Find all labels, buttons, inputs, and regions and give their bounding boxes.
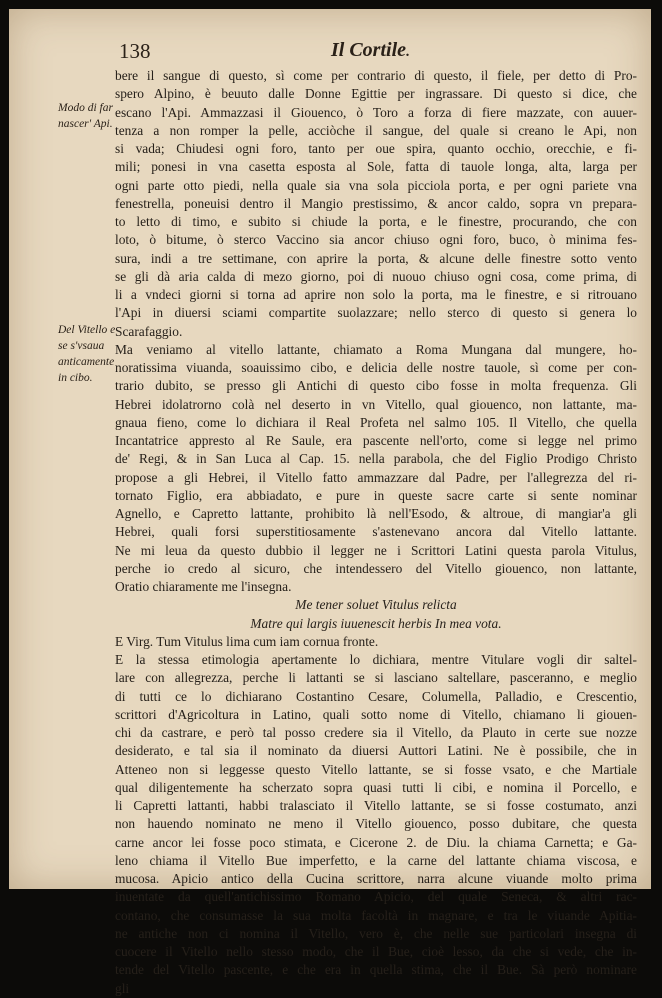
text-line: escano l'Api. Ammazzasi il Giouenco, ò Toro a forza di fiere mazzate, con auuer- bbox=[115, 104, 637, 120]
text-line: bere il sangue di questo, sì come per contrario di questo, il fiele, per detto di Pro- bbox=[115, 68, 637, 83]
text-line: cuocere il Vitello nello stesso modo, che il Bue, cioè lesso, da che si vede, che in- bbox=[115, 944, 637, 959]
margin-note: Modo di far nascer' Api. bbox=[58, 102, 113, 130]
text-line: propose a gli Hebrei, il Vitello fatto ammazzare dal Padre, per l'allegrezza del ri- bbox=[115, 469, 637, 485]
text-line: scrittori d'Agricoltura in Latino, quali sotto nome di Vitello, chiamano li giouen- bbox=[115, 706, 637, 722]
text-line: carne ancor lei fosse poco stimata, e Cicerone 2. de Diu. la chiama Carnetta; e Ga- bbox=[115, 834, 637, 850]
text-line: de' Regi, & in San Luca al Cap. 15. nella parabola, che del Figlio Prodigo Christo bbox=[115, 451, 637, 467]
text-line: mucosa. Apicio antico della Cucina scrittore, narra alcune viuande molto prima bbox=[115, 871, 637, 886]
text-line: gnaua fieno, come lo dichiara il Real Profeta nel salmo 105. Il Vitello, che quella bbox=[115, 414, 637, 430]
page-header bbox=[119, 39, 619, 65]
text-line: di tutti ce lo dichiarano Costantino Cesare, Columella, Palladio, e Crescentio, bbox=[115, 688, 637, 704]
text-line: to letto di timo, e subito si chiude la porta, e le finestre, procurando, che con bbox=[115, 214, 637, 229]
text-line: trario dubito, se presso gli Antichi di questo cibo fosse in molta frequenza. Gli bbox=[115, 378, 637, 394]
text-line: l'Api in diuersi sciami compartite suolazzare; nello sterco di questo si genera lo bbox=[115, 305, 637, 321]
text-line: sura, indi a tre settimane, con aprire la porta, & alcune delle finestre sotto vento bbox=[115, 250, 637, 266]
text-line: fenestrella, poneuisi dentro il Mangio prestissimo, & ancor caldo, sopra vn prepara- bbox=[115, 195, 637, 211]
text-line: non hauendo nominato ne meno il Vitello giouenco, posso dubitare, che questa bbox=[115, 816, 637, 832]
text-line: leno chiama il Vitello Bue imperfetto, e la carne del lattante chiama viscosa, e bbox=[115, 852, 637, 868]
text-line: li a vndeci giorni si torna ad aprire non solo la porta, ma le finestre, e si ritrouano bbox=[115, 287, 637, 302]
text-line: inuentate da quell'antichissimo Romano Apicio, del quale Seneca, & altri rac- bbox=[115, 889, 637, 905]
text-line: ne antiche non ci nomina il Vitello, vero è, che nelle sue particolari insegna di bbox=[115, 925, 637, 941]
text-line: li Capretti lattanti, habbi tralasciato il Vitello lattante, se si fosse costumato, anzi bbox=[115, 798, 637, 813]
text-line: Ne mi leua da questo dubbio il legger ne i Scrittori Latini questa parola Vitulus, bbox=[115, 542, 637, 558]
running-title: Il Cortile bbox=[331, 39, 407, 61]
text-line: noratissima viuanda, soauissimo cibo, e delicia delle nostre tauole, sì come per con- bbox=[115, 360, 637, 375]
text-line: si vada; Chiudesi ogni foro, tanto per oue spira, quanto occhio, orecchie, e fi- bbox=[115, 141, 637, 156]
text-line: mili; ponesi in vna casetta esposta al Sole, fatta di tauole longa, alta, larga per bbox=[115, 159, 637, 175]
text-line: Hebrei idolatrorno colà nel deserto in vn Vitello, qual giouenco, non lattante, ma- bbox=[115, 396, 637, 412]
text-line: loto, ò bitume, ò sterco Vaccino sia ancor chiuso ogni foro, buco, ò minima fes- bbox=[115, 232, 637, 248]
page-number: 138 bbox=[119, 39, 151, 63]
text-line: Me tener soluet Vitulus relicta bbox=[295, 597, 457, 613]
text-line: se gli dà aria calda di mezo giorno, poi di nuouo chiuso ogni cosa, come prima, di bbox=[115, 268, 637, 284]
text-line: Scarafaggio. bbox=[115, 323, 183, 339]
text-line: tenza a non romper la pelle, acciòche il sangue, del quale si creano le Api, non bbox=[115, 122, 637, 138]
margin-note: Del Vitello e se s'vsaua anticamente in cibo. bbox=[58, 324, 116, 384]
text-line: E Virg. Tum Vitulus lima cum iam cornua fronte. bbox=[115, 633, 379, 649]
text-line: contano, che consumasse la sua molta facoltà in magnare, e tra le viuande Apitia- bbox=[115, 907, 637, 923]
text-line: Matre qui largis iuuenescit herbis In mea vota. bbox=[250, 615, 502, 631]
text-line: lare con allegrezza, perche li lattanti se si lasciano saltellare, pasceranno, e meglio bbox=[115, 670, 637, 686]
text-line: desiderato, e tal sia il nominato da diuersi Auttori Latini. Ne è possibile, che in bbox=[115, 743, 637, 759]
text-line: Hebrei, quali forsi superstitiosamente s'astenevano ancora dal Vitello lattante. bbox=[115, 524, 637, 540]
body-text bbox=[115, 67, 637, 998]
text-line: Oratio chiaramente me l'insegna. bbox=[115, 579, 292, 594]
text-line: Incantatrice appresto al Re Saule, era pascente nell'orto, come si legge nel primo bbox=[115, 433, 637, 448]
header-mark: . bbox=[405, 39, 410, 61]
text-line: spero Alpino, è beuuto dalle Donne Egittie per ingrassare. Di questo si dice, che bbox=[115, 86, 637, 102]
text-line: Agnello, e Capretto lattante, prohibito là nell'Esodo, & altroue, di mangiar'a gli bbox=[115, 506, 637, 521]
text-line: gli bbox=[115, 980, 130, 996]
text-line: tende del Vitello pascente, e che era in quella stima, che il Bue. Sà però nominare bbox=[115, 962, 637, 978]
text-line: Ma veniamo al vitello lattante, chiamato a Roma Mungana dal mungere, ho- bbox=[115, 341, 637, 357]
text-line: qual diligentemente ha scherzato sopra quasi tutti li cibi, e nomina il Porcello, e bbox=[115, 779, 637, 795]
text-line: Atteneo non si leggesse questo Vitello lattante, se si fosse vsato, e che Martiale bbox=[115, 761, 637, 777]
book-page bbox=[9, 9, 651, 996]
text-line: ogni parte otto piedi, nella quale sia vna sola picciola porta, e per ogni pariete vna bbox=[115, 177, 637, 193]
text-line: E la stessa etimologia apertamente lo dichiara, mentre Vitulare vogli dir saltel- bbox=[115, 652, 637, 667]
text-line: perche io credo al sicuro, che intendessero del Vitello giouenco, non lattante, bbox=[115, 560, 637, 576]
text-line: chi da castrare, e però tal posso credere sia il Vitello, da Plauto in certe sue nozze bbox=[115, 725, 637, 740]
text-line: tornato Figlio, era abbiadato, e pure in queste sacre carte si sente nominar bbox=[115, 487, 637, 503]
